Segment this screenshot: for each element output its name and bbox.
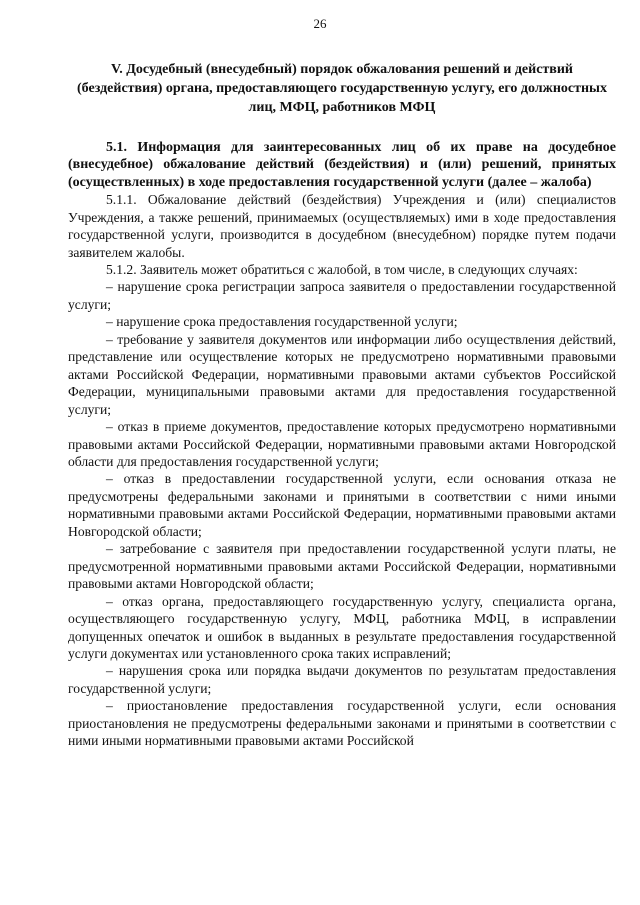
list-item: – приостановление предоставления государственной услуги, если основания приостановления не предусмотрены федеральными законами и принятыми в соответствии с ними иными нормативными правовыми актами Российской: [68, 698, 616, 749]
page-number: 26: [313, 16, 327, 31]
list-item: – требование у заявителя документов или информации либо осуществления действий, представление или осуществление которых не предусмотрено нормативными правовыми актами Российской Федерации, нормативными правовыми актами субъектов Российской Федерации, муниципальными правовыми актами для предоставления государственной услуги;: [68, 331, 616, 417]
list-item: – затребование с заявителя при предоставлении государственной услуги платы, не предусмотренной нормативными правовыми актами Российской Федерации, нормативными правовыми актами Новгородской области;: [68, 541, 616, 592]
paragraph-5-1-2: 5.1.2. Заявитель может обратиться с жалобой, в том числе, в следующих случаях:: [106, 262, 578, 278]
section-title: V. Досудебный (внесудебный) порядок обжалования решений и действий (бездействия) органа, предоставляющего государственную услугу, его должностных лиц, МФЦ, работников МФЦ: [77, 62, 607, 115]
subsection-title: 5.1. Информация для заинтересованных лиц об их праве на досудебное (внесудебное) обжалование действий (бездействия) и (или) решений, принятых (осуществленных) в ходе предоставления государственной услуги (далее – жалоба): [68, 140, 616, 190]
list-item: – отказ в приеме документов, предоставление которых предусмотрено нормативными правовыми актами Российской Федерации, нормативными правовыми актами Новгородской области для предоставления государственной услуги;: [68, 419, 616, 470]
list-item: – нарушение срока регистрации запроса заявителя о предоставлении государственной услуги;: [68, 279, 616, 312]
list-item: – нарушения срока или порядка выдачи документов по результатам предоставления государственной услуги;: [68, 663, 616, 696]
list-item: – отказ в предоставлении государственной услуги, если основания отказа не предусмотрены федеральными законами и принятыми в соответствии с ними иными нормативными правовыми актами Российской Федерации, нормативными правовыми актами Новгородской области;: [68, 471, 616, 539]
document-body: [68, 60, 616, 750]
list-item: – нарушение срока предоставления государственной услуги;: [106, 314, 458, 330]
paragraph-5-1-1: 5.1.1. Обжалование действий (бездействия) Учреждения и (или) специалистов Учреждения, а также решений, принимаемых (осуществляемых) ими в ходе предоставления государственной услуги, производится в досудебном (внесудебном) порядке путем подачи заявителем жалобы.: [68, 192, 616, 260]
list-item: – отказ органа, предоставляющего государственную услугу, специалиста органа, осуществляющего государственную услугу, МФЦ, работника МФЦ, в исправлении допущенных опечаток и ошибок в выданных в результате предоставления государственной услуги документах или установленного срока таких исправлений;: [68, 593, 616, 661]
